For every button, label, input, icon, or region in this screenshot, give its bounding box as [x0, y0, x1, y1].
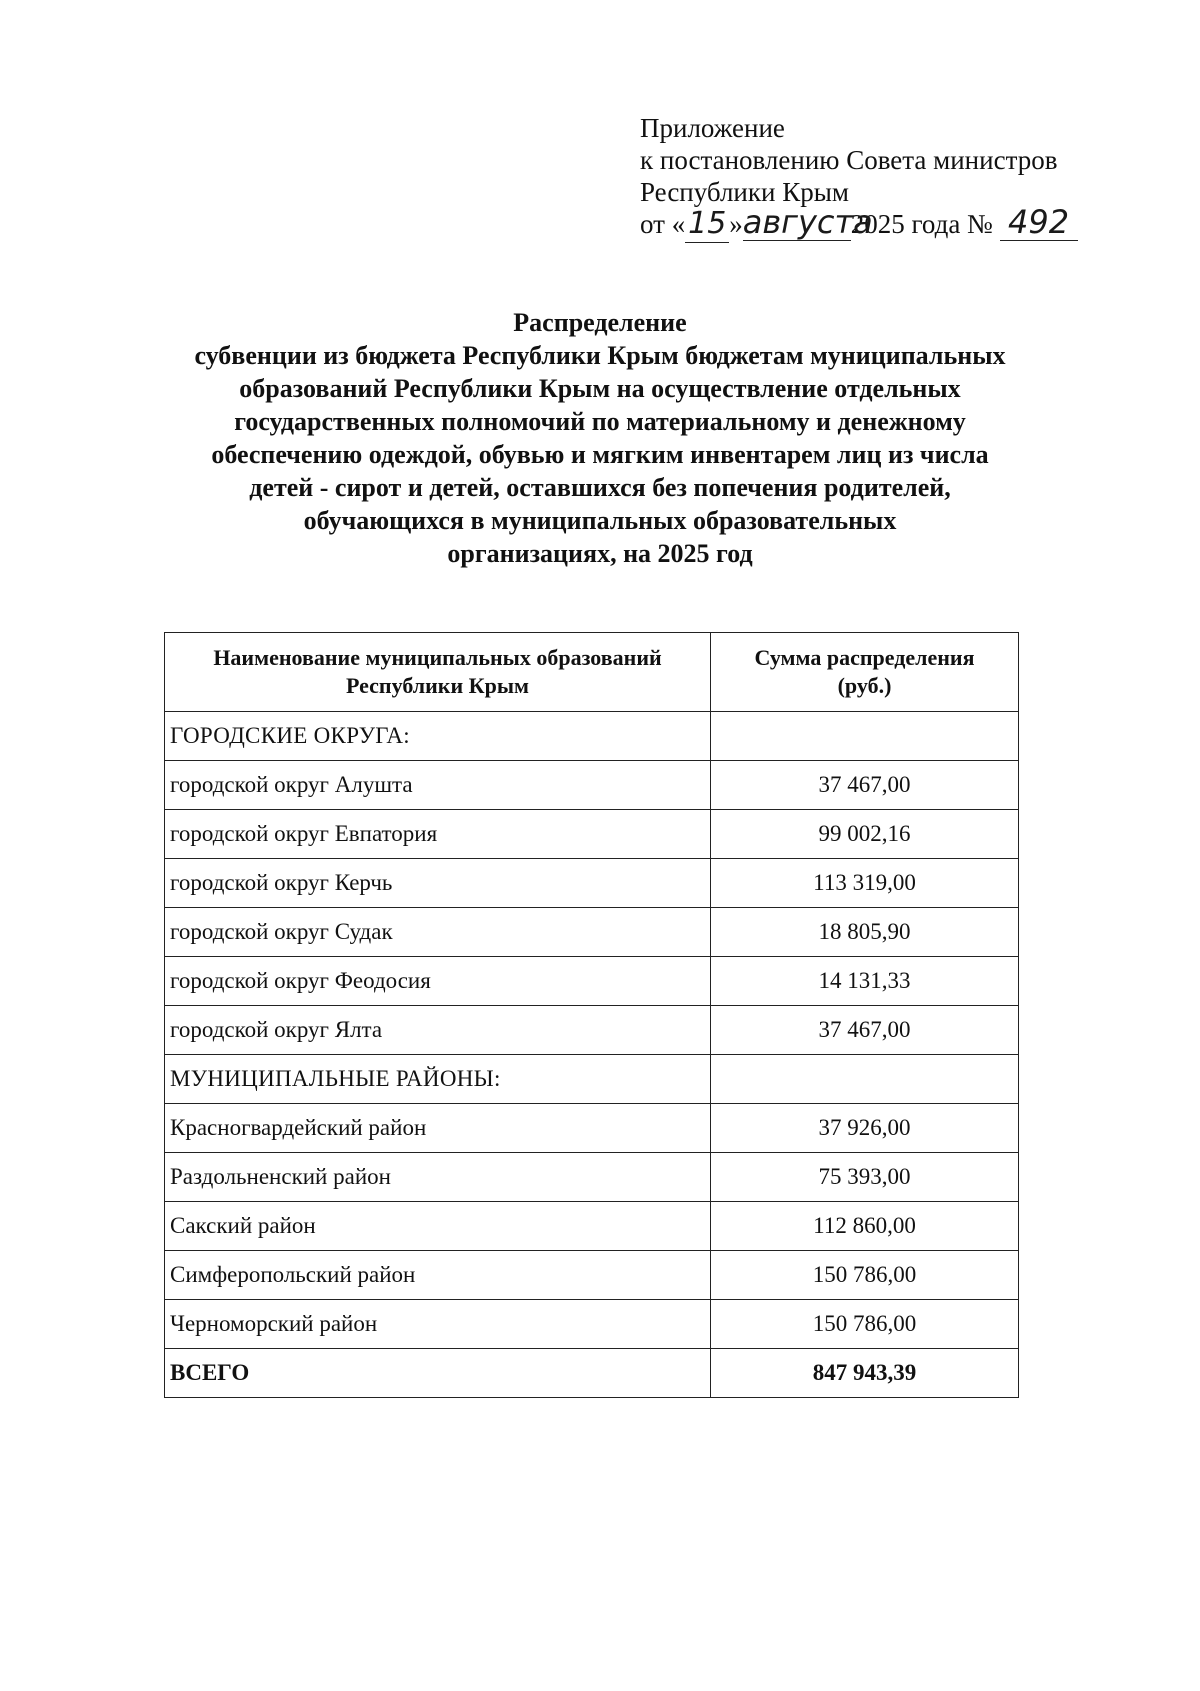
row-name: городской округ Феодосия — [165, 957, 711, 1006]
appendix-resolution-line: к постановлению Совета министров — [640, 145, 1058, 175]
row-amount: 75 393,00 — [711, 1153, 1019, 1202]
row-name: городской округ Керчь — [165, 859, 711, 908]
date-year-text: 2025 года № — [850, 209, 993, 239]
row-amount — [711, 712, 1019, 761]
document-number-handwritten: 492 — [1000, 210, 1078, 241]
table-row — [165, 1104, 1019, 1153]
row-name: Сакский район — [165, 1202, 711, 1251]
header-municipality-line1: Наименование муниципальных образований — [213, 645, 662, 670]
row-amount: 150 786,00 — [711, 1300, 1019, 1349]
total-amount: 847 943,39 — [711, 1349, 1019, 1398]
section-urban-districts: ГОРОДСКИЕ ОКРУГА: — [165, 712, 711, 761]
row-name: Раздольненский район — [165, 1153, 711, 1202]
date-day-handwritten: 15 — [685, 212, 729, 243]
row-amount — [711, 1055, 1019, 1104]
title-line: образований Республики Крым на осуществление отдельных — [239, 374, 961, 403]
row-name: городской округ Судак — [165, 908, 711, 957]
row-amount: 37 467,00 — [711, 761, 1019, 810]
table-section-row — [165, 1055, 1019, 1104]
title-line: обеспечению одеждой, обувью и мягким инвентарем лиц из числа — [211, 440, 989, 469]
table-total-row — [165, 1349, 1019, 1398]
title-line: организациях, на 2025 год — [447, 539, 753, 568]
table-header-row — [165, 633, 1019, 712]
title-line: обучающихся в муниципальных образовательных — [303, 506, 897, 535]
table-row — [165, 761, 1019, 810]
row-amount: 112 860,00 — [711, 1202, 1019, 1251]
table-row — [165, 1153, 1019, 1202]
row-name: городской округ Алушта — [165, 761, 711, 810]
row-name: Симферопольский район — [165, 1251, 711, 1300]
appendix-date-line — [640, 203, 1078, 243]
title-line: субвенции из бюджета Республики Крым бюджетам муниципальных — [194, 341, 1006, 370]
row-name: городской округ Ялта — [165, 1006, 711, 1055]
row-name: Черноморский район — [165, 1300, 711, 1349]
header-amount-line1: Сумма распределения — [754, 645, 975, 670]
row-amount: 37 926,00 — [711, 1104, 1019, 1153]
date-month-handwritten: августа — [742, 203, 873, 241]
table-row — [165, 1202, 1019, 1251]
row-amount: 113 319,00 — [711, 859, 1019, 908]
date-quote-close: » — [729, 209, 743, 239]
header-amount-line2: (руб.) — [837, 673, 892, 698]
table-row — [165, 1006, 1019, 1055]
table-row — [165, 1251, 1019, 1300]
row-name: городской округ Евпатория — [165, 810, 711, 859]
row-amount: 18 805,90 — [711, 908, 1019, 957]
row-amount: 14 131,33 — [711, 957, 1019, 1006]
appendix-republic-line: Республики Крым — [640, 177, 849, 207]
row-amount: 99 002,16 — [711, 810, 1019, 859]
table-row — [165, 1300, 1019, 1349]
section-municipal-districts: МУНИЦИПАЛЬНЫЕ РАЙОНЫ: — [165, 1055, 711, 1104]
row-name: Красногвардейский район — [165, 1104, 711, 1153]
title-line: детей - сирот и детей, оставшихся без попечения родителей, — [249, 473, 951, 502]
total-label: ВСЕГО — [165, 1349, 711, 1398]
title-line: государственных полномочий по материальному и денежному — [234, 407, 966, 436]
table-row — [165, 810, 1019, 859]
row-amount: 150 786,00 — [711, 1251, 1019, 1300]
table-section-row — [165, 712, 1019, 761]
header-amount — [711, 633, 1019, 712]
header-municipality-line2: Республики Крым — [345, 673, 529, 698]
distribution-table — [164, 632, 1019, 1398]
row-amount: 37 467,00 — [711, 1006, 1019, 1055]
table-row — [165, 957, 1019, 1006]
document-title — [150, 306, 1050, 570]
table-row — [165, 908, 1019, 957]
appendix-block — [640, 112, 1078, 243]
date-prefix: от « — [640, 209, 686, 239]
header-municipality — [165, 633, 711, 712]
table-row — [165, 859, 1019, 908]
appendix-label: Приложение — [640, 113, 785, 143]
title-heading: Распределение — [513, 308, 687, 337]
